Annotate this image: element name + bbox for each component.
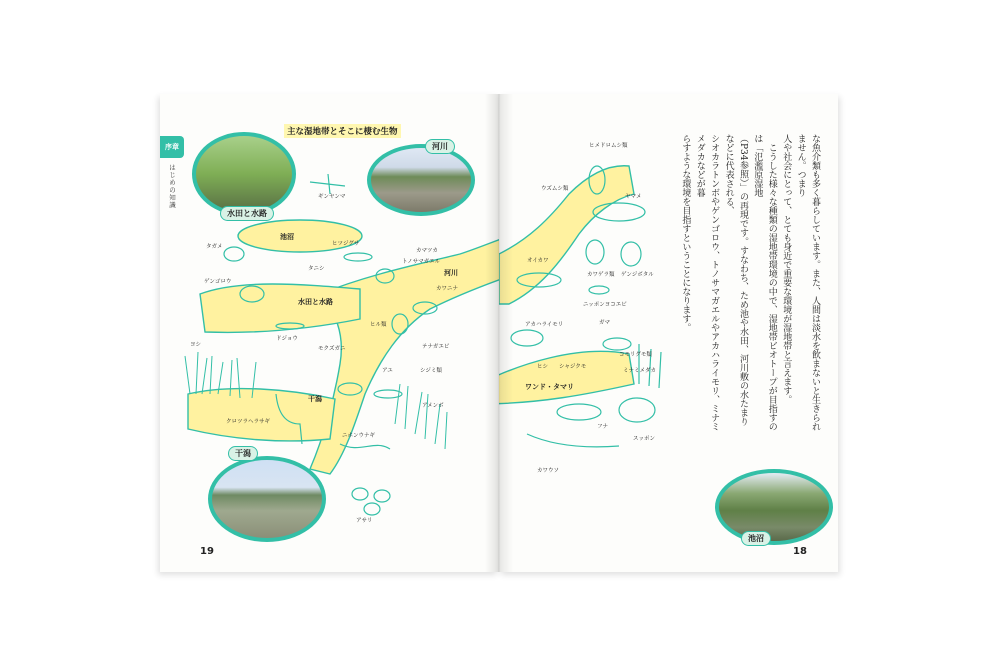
photo-river (367, 144, 475, 216)
body-line: こうした様々な種類の湿地帯環境の中で、湿地帯ビオトープが目指すのは「氾濫原湿地 (752, 134, 777, 431)
habitat-label-wando: ワンド・タマリ (525, 383, 574, 391)
photo-tidal (208, 456, 326, 542)
species-label: アカハライモリ (525, 322, 564, 328)
species-label: コモリグモ類 (619, 352, 652, 358)
page-title: 主な湿地帯とそこに棲む生物 (284, 124, 401, 138)
photo-label-river: 河川 (425, 139, 455, 154)
species-label: スッポン (633, 436, 655, 442)
species-label: ヒメドロムシ類 (589, 143, 628, 149)
species-label: アサリ (356, 518, 373, 524)
right-page (499, 94, 838, 572)
species-label: アユ (382, 368, 393, 374)
species-label: ニッポンヨコエビ (583, 302, 627, 308)
species-label: ギンヤンマ (318, 194, 346, 200)
photo-label-pond: 池沼 (741, 531, 771, 546)
dragonfly-outline (310, 174, 345, 194)
habitat-label-tidal: 干潟 (308, 395, 322, 403)
photo-pond (715, 469, 833, 545)
body-text (678, 134, 822, 434)
photo-label-tidal: 干潟 (228, 446, 258, 461)
left-page (160, 94, 499, 572)
species-label: カワウソ (537, 468, 560, 474)
river-band (310, 234, 499, 474)
species-label: タガメ (206, 244, 223, 250)
species-label: ゲンジボタル (621, 272, 654, 278)
species-label: トノサマガエル (402, 259, 441, 265)
species-label: ウズムシ類 (541, 186, 569, 192)
species-label: モクズガニ (318, 346, 346, 352)
species-label: ミナミメダカ (623, 368, 657, 374)
paddy-area (200, 284, 360, 332)
species-label: ヨシ (190, 342, 202, 348)
page-number-left: 19 (200, 546, 214, 557)
chapter-tab: 序章 (160, 136, 184, 158)
body-line: 人や社会にとって、とても身近で重要な環境が湿地帯と言えます。 (781, 134, 792, 404)
species-label: カマツカ (416, 248, 438, 254)
reeds-river (395, 384, 447, 449)
species-label: ガマ (599, 320, 611, 326)
species-label: クロツラヘラサギ (226, 419, 271, 425)
habitat-label-paddy: 水田と水路 (298, 298, 333, 306)
book-spread (160, 94, 838, 572)
species-label: ヒシ (537, 364, 549, 370)
body-line: な魚介類も多く暮らしています。また、人間は淡水を飲まないと生きられません。つまり (795, 134, 820, 431)
photo-paddy (192, 132, 296, 216)
body-line: シオカラトンボやゲンゴロウ、トノサマガエルやアカハライモリ、ミナミメダカなどが暮 (694, 134, 720, 431)
species-label: タニシ (308, 266, 325, 272)
species-label: アメンボ (422, 403, 444, 409)
species-label: シャジクモ (559, 364, 587, 370)
species-label: カワニナ (436, 286, 459, 292)
book-gutter (485, 94, 513, 572)
species-label: カワゲラ類 (587, 272, 615, 278)
species-label: テナガエビ (422, 344, 450, 350)
chapter-subtitle: はじめの知識 (168, 164, 176, 209)
habitat-label-pond: 池沼 (280, 233, 294, 241)
body-line: （P34参照）」の再現です。すなわち、ため池や水田、河川敷の水たまりなどに代表される、 (723, 134, 748, 427)
page-number-right: 18 (793, 546, 807, 557)
species-label: ヤマメ (625, 194, 642, 200)
species-label: ヒツジグサ (332, 241, 360, 247)
pond-area (238, 220, 362, 252)
species-label: オイカワ (527, 258, 549, 264)
species-label: ヒル類 (370, 322, 387, 328)
species-label: フナ (597, 424, 609, 430)
habitat-label-river: 河川 (444, 269, 458, 277)
species-label: シジミ類 (420, 368, 442, 374)
photo-label-paddy: 水田と水路 (220, 206, 274, 221)
wando-area (499, 351, 634, 404)
species-label: ニホンウナギ (342, 433, 376, 439)
body-line: らすような環境を目指すということになります。 (680, 134, 691, 332)
species-label: ドジョウ (276, 336, 298, 342)
species-label: ゲンゴロウ (204, 279, 232, 285)
